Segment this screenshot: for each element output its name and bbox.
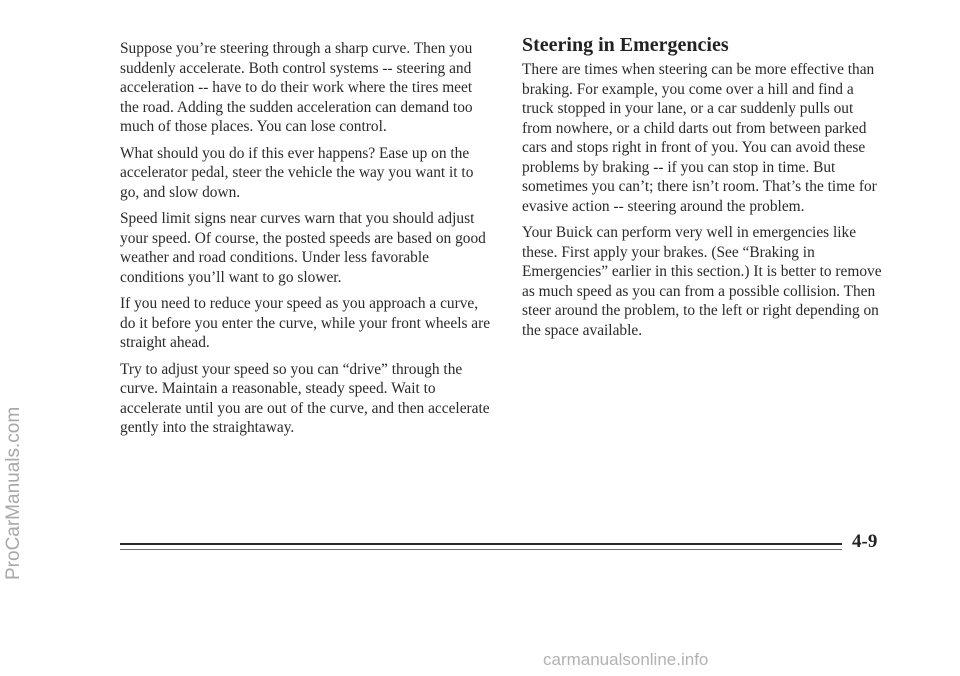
left-column	[120, 39, 492, 445]
footer-rule-thin	[120, 549, 842, 550]
right-column	[522, 60, 882, 347]
page-number: 4-9	[852, 531, 878, 552]
paragraph: There are times when steering can be more effective than braking. For example, you come over a hill and find a truck stopped in your lane, or a car suddenly pulls out from nowhere, or a child darts out from between parked cars and stops right in front of you. You can avoid these problems by braking -- if you can stop in time. But sometimes you can’t; there isn’t room. That’s the time for evasive action -- steering around the problem.	[522, 61, 877, 215]
paragraph: Speed limit signs near curves warn that you should adjust your speed. Of course, the posted speeds are based on good weather and road conditions. Under less favorable conditions you’ll want to go slower.	[120, 210, 486, 286]
section-heading: Steering in Emergencies	[522, 34, 729, 56]
footer-rule	[120, 543, 842, 545]
paragraph: Try to adjust your speed so you can “drive” through the curve. Maintain a reasonable, steady speed. Wait to accelerate until you are out of the curve, and then accelerate gently into the straightaway.	[120, 360, 490, 436]
paragraph: What should you do if this ever happens? Ease up on the accelerator pedal, steer the vehicle the way you want it to go, and slow down.	[120, 144, 474, 201]
paragraph: If you need to reduce your speed as you approach a curve, do it before you enter the curve, while your front wheels are straight ahead.	[120, 295, 491, 351]
side-watermark: ProCarManuals.com	[3, 406, 24, 580]
bottom-watermark: carmanualsonline.info	[543, 650, 709, 669]
paragraph: Suppose you’re steering through a sharp curve. Then you suddenly accelerate. Both control systems -- steering and acceleration -- have to do their work where the tires meet the road. Adding the sudden acceleration can demand too much of those places. You can lose control.	[120, 40, 473, 135]
paragraph: Your Buick can perform very well in emergencies like these. First apply your brakes. (See “Braking in Emergencies” earlier in this section.) It is better to remove as much speed as you can from a possible collision. Then steer around the problem, to the left or right depending on the space available.	[522, 224, 882, 339]
